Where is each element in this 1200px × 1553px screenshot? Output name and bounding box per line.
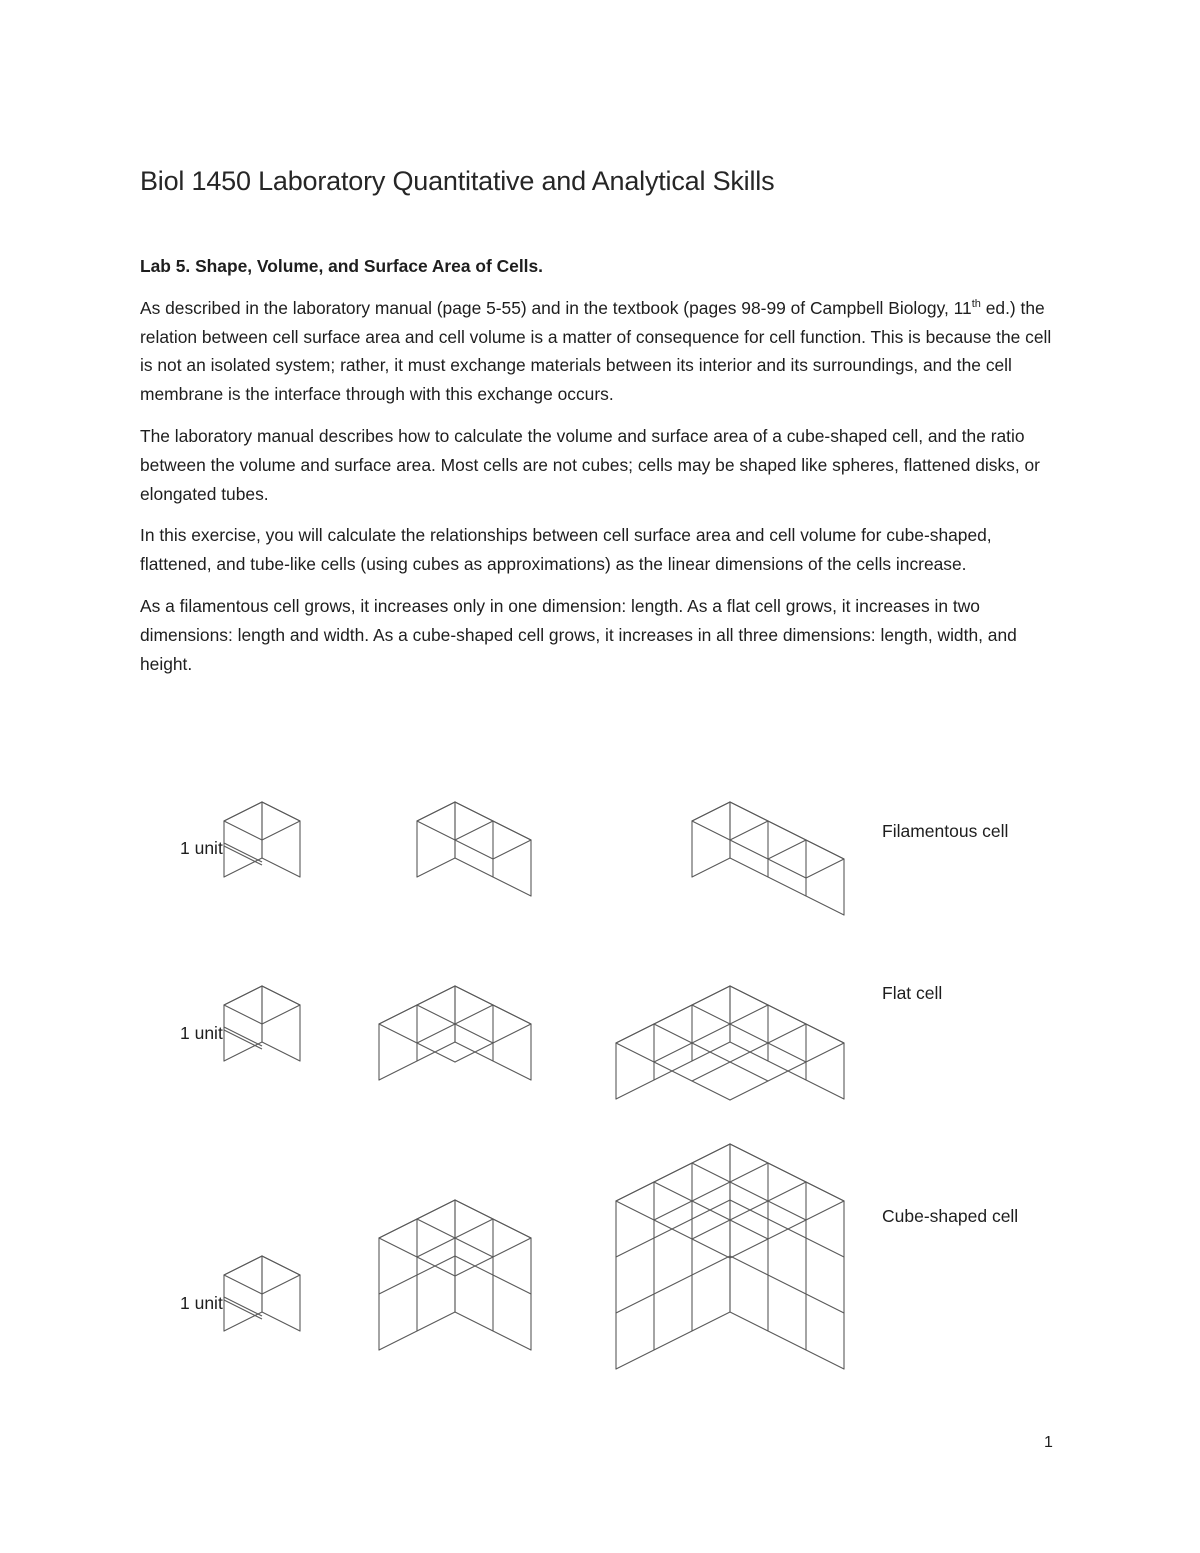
body-text (140, 252, 1065, 691)
unit-indicator-flat (224, 1027, 262, 1049)
cube-block-flat-stage-1 (224, 986, 300, 1061)
paragraph-intro-part-b: ed.) the relation between cell surface area and cell volume is a matter of consequence for cell function. This is because the cell is not an isolated system; rather, it must exchange materials between its interior and its surroundings, and the cell membrane is the interface through with this exchange occurs. (140, 297, 1052, 405)
page-number: 1 (1044, 1434, 1053, 1451)
cube-block-flat-stage-2 (379, 986, 531, 1080)
paragraph-manual: The laboratory manual describes how to calculate the volume and surface area of a cube-shaped cell, and the ratio between the volume and surface area. Most cells are not cubes; cells may be shaped like spheres, flattened disks, or elongated tubes. (140, 425, 1040, 504)
paragraph-intro (140, 294, 1065, 409)
cube-block-cube-stage-1 (224, 1256, 300, 1331)
cube-block-filamentous-stage-1 (224, 802, 300, 877)
paragraph-growth: As a filamentous cell grows, it increases only in one dimension: length. As a flat cell grows, it increases in two dimensions: length and width. As a cube-shaped cell grows, it increases in all three dimensions: length, width, and height. (140, 595, 1017, 674)
unit-label-filamentous: 1 unit (180, 838, 223, 858)
ordinal-superscript: th (971, 298, 981, 310)
label-cube-shaped-cell: Cube-shaped cell (882, 1206, 1019, 1226)
unit-label-flat: 1 unit (180, 1023, 223, 1043)
cell-shape-figure (0, 750, 1200, 1370)
document-title: Biol 1450 Laboratory Quantitative and Analytical Skills (140, 166, 775, 196)
paragraph-exercise: In this exercise, you will calculate the relationships between cell surface area and cell volume for cube-shaped, flattened, and tube-like cells (using cubes as approximations) as the linear dimensions of the cells increase. (140, 525, 992, 575)
cube-block-cube-stage-3 (616, 1144, 844, 1369)
unit-label-cube: 1 unit (180, 1293, 223, 1313)
cube-block-filamentous-stage-2 (417, 802, 531, 896)
unit-indicator-cube (224, 1297, 262, 1319)
unit-indicator-filamentous (224, 843, 262, 865)
label-filamentous-cell: Filamentous cell (882, 821, 1009, 841)
cube-block-filamentous-stage-3 (692, 802, 844, 915)
paragraph-intro-part-a: As described in the laboratory manual (page 5-55) and in the textbook (pages 98-99 of Campbell Biology, 11 (140, 297, 972, 318)
cube-block-cube-stage-2 (379, 1200, 531, 1350)
cube-block-flat-stage-3 (616, 986, 844, 1100)
lab-heading: Lab 5. Shape, Volume, and Surface Area of Cells. (140, 256, 543, 276)
label-flat-cell: Flat cell (882, 983, 943, 1003)
